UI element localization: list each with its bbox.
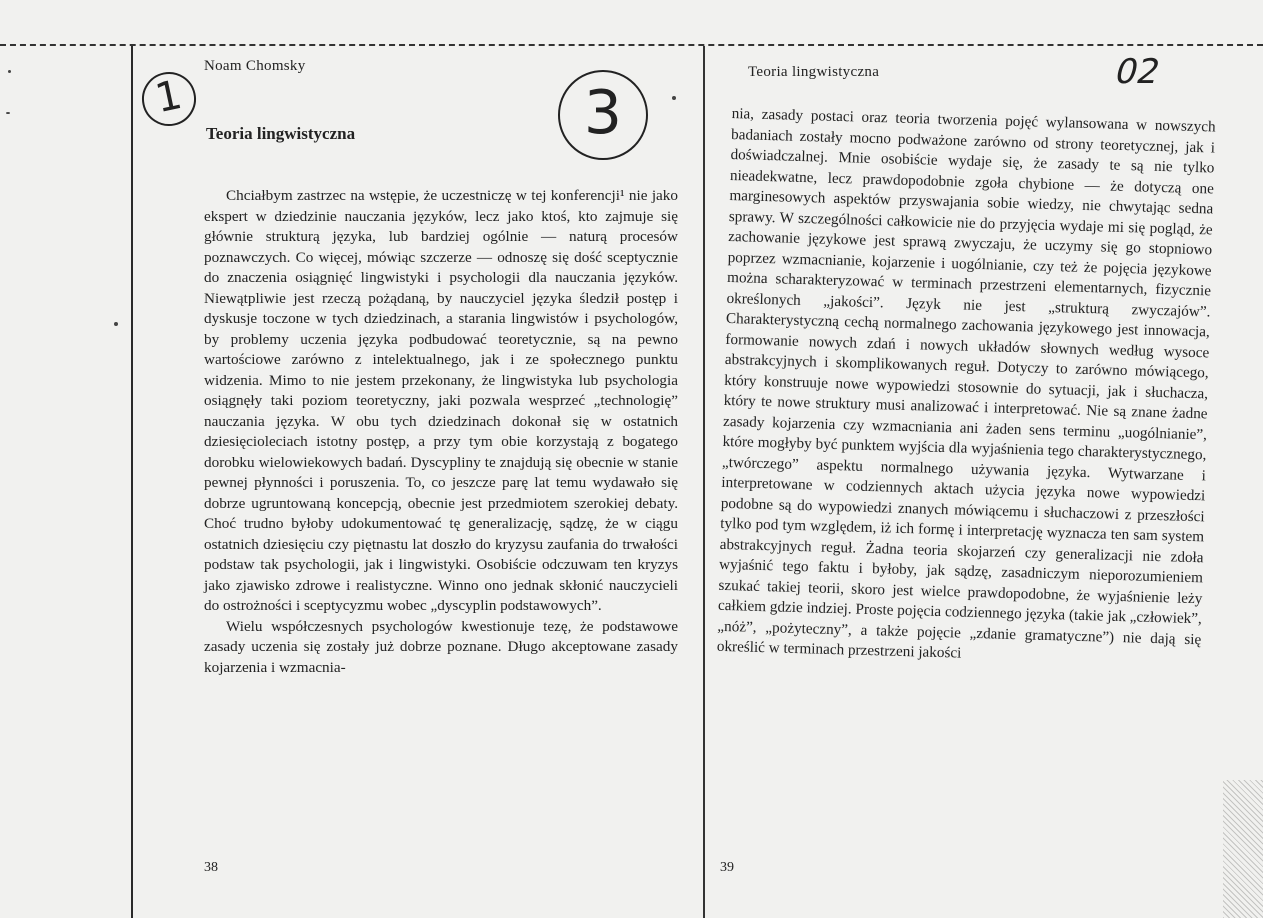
page-number-right: 39 xyxy=(720,860,734,875)
page-edge-left xyxy=(131,46,133,918)
scan-speck xyxy=(114,322,118,326)
running-head-left: Noam Chomsky xyxy=(204,58,306,74)
scan-edge-noise xyxy=(1223,780,1263,918)
scan-speck xyxy=(672,96,676,100)
page-number-left: 38 xyxy=(204,860,218,875)
right-body-text xyxy=(717,104,1216,671)
handwritten-margin-note: 02 xyxy=(1110,52,1165,92)
spine-gutter xyxy=(703,46,705,918)
right-paragraph-1: nia, zasady postaci oraz teoria tworzenia pojęć wylansowana w nowszych badaniach zostały mocno podważone zarówno od strony teoretycznej, jak i doświadczalnej. Mnie osobiście wydaje się, że zasady te są nie tylko nieadekwatne, lecz prawdopodobnie zgoła chybione — że dotyczą one marginesowych aspektów przyswajania sobie wiedzy, nie chwytając sedna sprawy. W szczególności całkowicie nie do przyjęcia wydaje mi się pogląd, że zachowanie językowe jest sprawą zwyczaju, że uczymy się go stopniowo poprzez wzmacnianie, kojarzenie i uogólnianie, czy też że pojęcia językowe można scharakteryzować w terminach przestrzeni elementarnych, fizycznie określonych „jakości”. Język nie jest „strukturą zwyczajów”. Charakterystyczną cechą normalnego zachowania językowego jest innowacja, formowanie nowych zdań i nowych układów słownych według wysoce abstrakcyjnych i skomplikowanych reguł. Dotyczy to zarówno mówiącego, który konstruuje nowe wypowiedzi stosownie do sytuacji, jak i słuchacza, który te nowe struktury musi analizować i interpretować. Nie są znane żadne zasady kojarzenia czy wzmacniania ani żaden sens terminu „uogólnianie”, które mogłyby być punktem wyjścia dla wyjaśnienia tego charakterystycznego, „twórczego” aspektu normalnego używania języka. Wytwarzane i interpretowane w codziennych aktach użycia języka nowe wypowiedzi podobne są do wypowiedzi znanych mówiącemu i słuchaczowi z przeszłości tylko pod tym względem, iż ich formę i interpretację wyznacza ten sam system abstrakcyjnych reguł. Żadna teoria skojarzeń czy generalizacji nie zdoła wyjaśnić tego faktu i byłoby, jak sądzę, zasadniczym nieporozumieniem szukać takiej teorii, skoro jest wielce prawdopodobne, że wyjaśnienie leży całkiem gdzie indziej. Proste pojęcia codziennego języka (takie jak „człowiek”, „nóż”, „pożyteczny”, a także pojęcie „zdanie gramatyczne”) nie dają się określić w terminach przestrzeni jakości xyxy=(716,104,1216,662)
handwritten-circled-number: 3 xyxy=(558,70,648,160)
left-body-text xyxy=(204,186,678,678)
left-paragraph-2: Wielu współczesnych psychologów kwestionuje tezę, że podstawowe zasady uczenia się zostały już dobrze poznane. Długo akceptowane zasady kojarzenia i wzmacnia- xyxy=(204,617,678,676)
left-paragraph-1: Chciałbym zastrzec na wstępie, że uczestniczę w tej konferencji¹ nie jako ekspert w dziedzinie nauczania języków, lecz jako ktoś, kto zajmuje się głównie strukturą języka, lub bardziej ogólnie — naturą procesów poznawczych. Co więcej, mówiąc szczerze — odnoszę się dość sceptycznie do znaczenia osiągnięć lingwistyki i psychologii dla nauczania języków. Niewątpliwie jest rzeczą pożądaną, by nauczyciel języka śledził postęp i dyskusje toczone w tych dziedzinach, a starania lingwistów i psychologów, by problemy uczenia języka podbudować teoretycznie, są na pewno wartościowe zarówno z intelektualnego, jak i ze społecznego punktu widzenia. Mimo to nie jestem przekonany, że lingwistyka lub psychologia osiągnęły taki poziom teoretyczny, jaki pozwala wesprzeć „technologię” nauczania języka. W obu tych dziedzinach dokonał się w ostatnich dziesięcioleciach istotny postęp, a przy tym obie korzystają z bogatego dorobku wielowiekowych badań. Dyscypliny te znajdują się obecnie w stanie pewnej płynności i poruszenia. To, co jeszcze parę lat temu wydawało się dobrze ugruntowaną koncepcją, obecnie jest przedmiotem szerokiej debaty. Choć trudno byłoby udokumentować tę generalizację, sądzę, że w ciągu ostatnich dziesięciu czy piętnastu lat doszło do kryzysu zaufania do trwałości podstaw tak psychologii, jak i lingwistyki. Osobiście odczuwam ten kryzys jako zjawisko zdrowe i realistyczne. Winno ono jednak skłonić nauczycieli do ostrożności i sceptycyzmu wobec „dyscyplin podstawowych”. xyxy=(204,187,678,614)
scan-speck xyxy=(6,112,10,114)
left-page xyxy=(134,48,702,908)
article-title: Teoria lingwistyczna xyxy=(206,124,356,143)
scan-speck xyxy=(8,70,11,73)
running-head-right: Teoria lingwistyczna xyxy=(748,64,880,80)
handwritten-circled-note: 1 xyxy=(137,67,201,131)
cut-line xyxy=(0,44,1263,46)
right-page xyxy=(706,48,1262,908)
